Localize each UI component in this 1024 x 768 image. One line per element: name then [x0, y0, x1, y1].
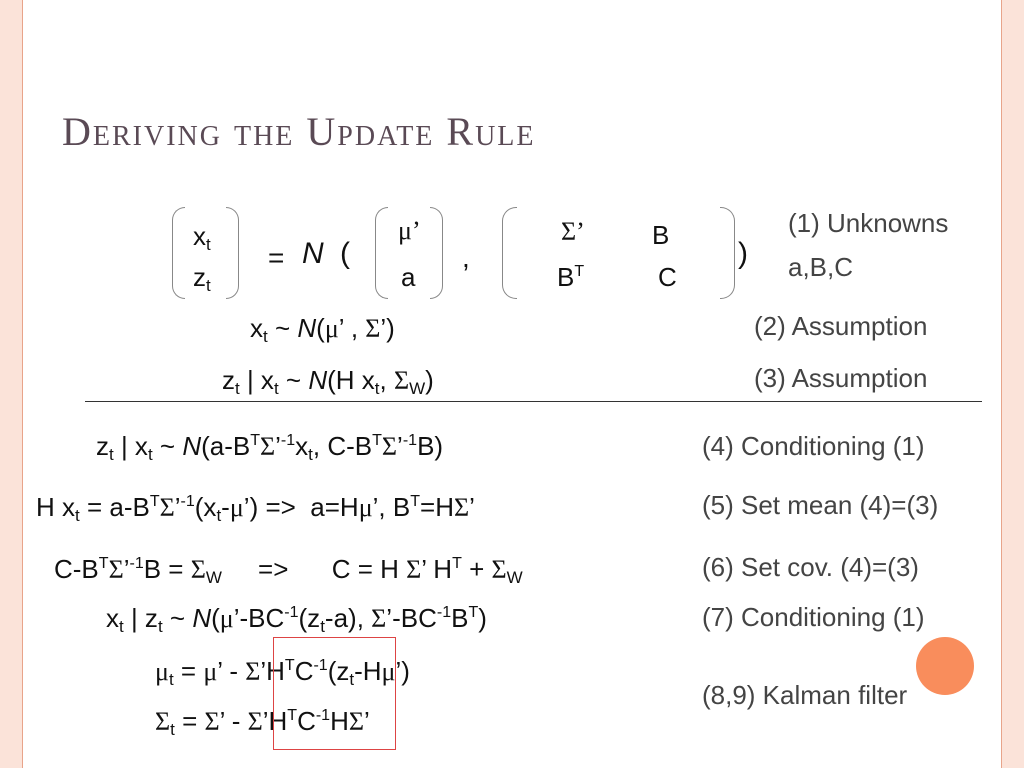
- equation-4: $z_t$ | $x_t$ ~ $N(a-B^T\Sigma’^{-1}x_t$, $C-B^T\Sigma’^{-1}B$): [96, 431, 444, 464]
- left-bracket-mean: [375, 207, 388, 299]
- annotation-3: (3) Assumption: [754, 363, 928, 393]
- right-bracket-mean: [430, 207, 443, 299]
- equation-5: H $x_t$ = $a-B^T\Sigma’^{-1}(x_t-\mu’) => a=H\mu$’, $B^T=H\Sigma$’: [36, 492, 475, 525]
- equation-2: $x_t$ ~ N(μ’ , Σ’): [250, 313, 395, 346]
- left-bracket-lhs: [172, 207, 185, 299]
- equation-6: $C-B^T\Sigma’^{-1}B = \Sigma_W$ => C = H Σ’ $H^T + \Sigma_W$: [54, 554, 523, 587]
- decorative-circle: [916, 637, 974, 695]
- annotation-6: (6) Set cov. (4)=(3): [702, 552, 919, 582]
- open-paren: (: [340, 237, 350, 270]
- cov-B: B: [652, 220, 670, 250]
- annotation-1: (1) Unknowns: [788, 208, 949, 238]
- equals-sign: =: [268, 242, 285, 273]
- right-decorative-strip: [1002, 0, 1024, 768]
- annotation-7: (7) Conditioning (1): [702, 602, 925, 632]
- annotation-5: (5) Set mean (4)=(3): [702, 490, 939, 520]
- cov-C: C: [658, 262, 677, 292]
- kalman-gain-highlight-box: [273, 637, 396, 750]
- annotation-4: (4) Conditioning (1): [702, 431, 925, 461]
- left-bracket-cov: [502, 207, 517, 299]
- equation-8: $\mu_t = \mu$’ - $\Sigma’H^TC^{-1}(z_t-H\mu’)$: [155, 656, 410, 689]
- right-bracket-cov: [720, 207, 735, 299]
- comma: ,: [462, 242, 470, 273]
- equation-9: $\Sigma_t = \Sigma$’ - $\Sigma’H^TC^{-1}H\Sigma$’: [155, 706, 370, 739]
- normal-N: N: [302, 237, 324, 270]
- lhs-x: $x_t$: [193, 221, 211, 254]
- mean-mu: μ’: [398, 216, 421, 245]
- annotation-8-9: (8,9) Kalman filter: [702, 680, 908, 710]
- annotation-2: (2) Assumption: [754, 311, 928, 341]
- close-paren: ): [738, 237, 748, 270]
- equation-3: $z_t$ | $x_t$ ~ N(H $x_t$, $\Sigma_W$): [222, 365, 434, 398]
- cov-sigma: Σ’: [561, 217, 585, 246]
- slide-title: Deriving the Update Rule: [62, 109, 536, 154]
- annotation-1-detail: a,B,C: [788, 252, 854, 282]
- lhs-z: $z_t$: [193, 262, 211, 295]
- cov-BT: $B^T$: [557, 262, 585, 292]
- mean-a: a: [401, 262, 416, 292]
- section-divider: [85, 401, 982, 402]
- equation-7: $x_t$ | $z_t$ ~ $N(\mu’-BC^{-1}(z_t-a)$, $\Sigma’-BC^{-1}B^T$): [106, 603, 487, 636]
- right-bracket-lhs: [226, 207, 239, 299]
- left-decorative-strip: [0, 0, 22, 768]
